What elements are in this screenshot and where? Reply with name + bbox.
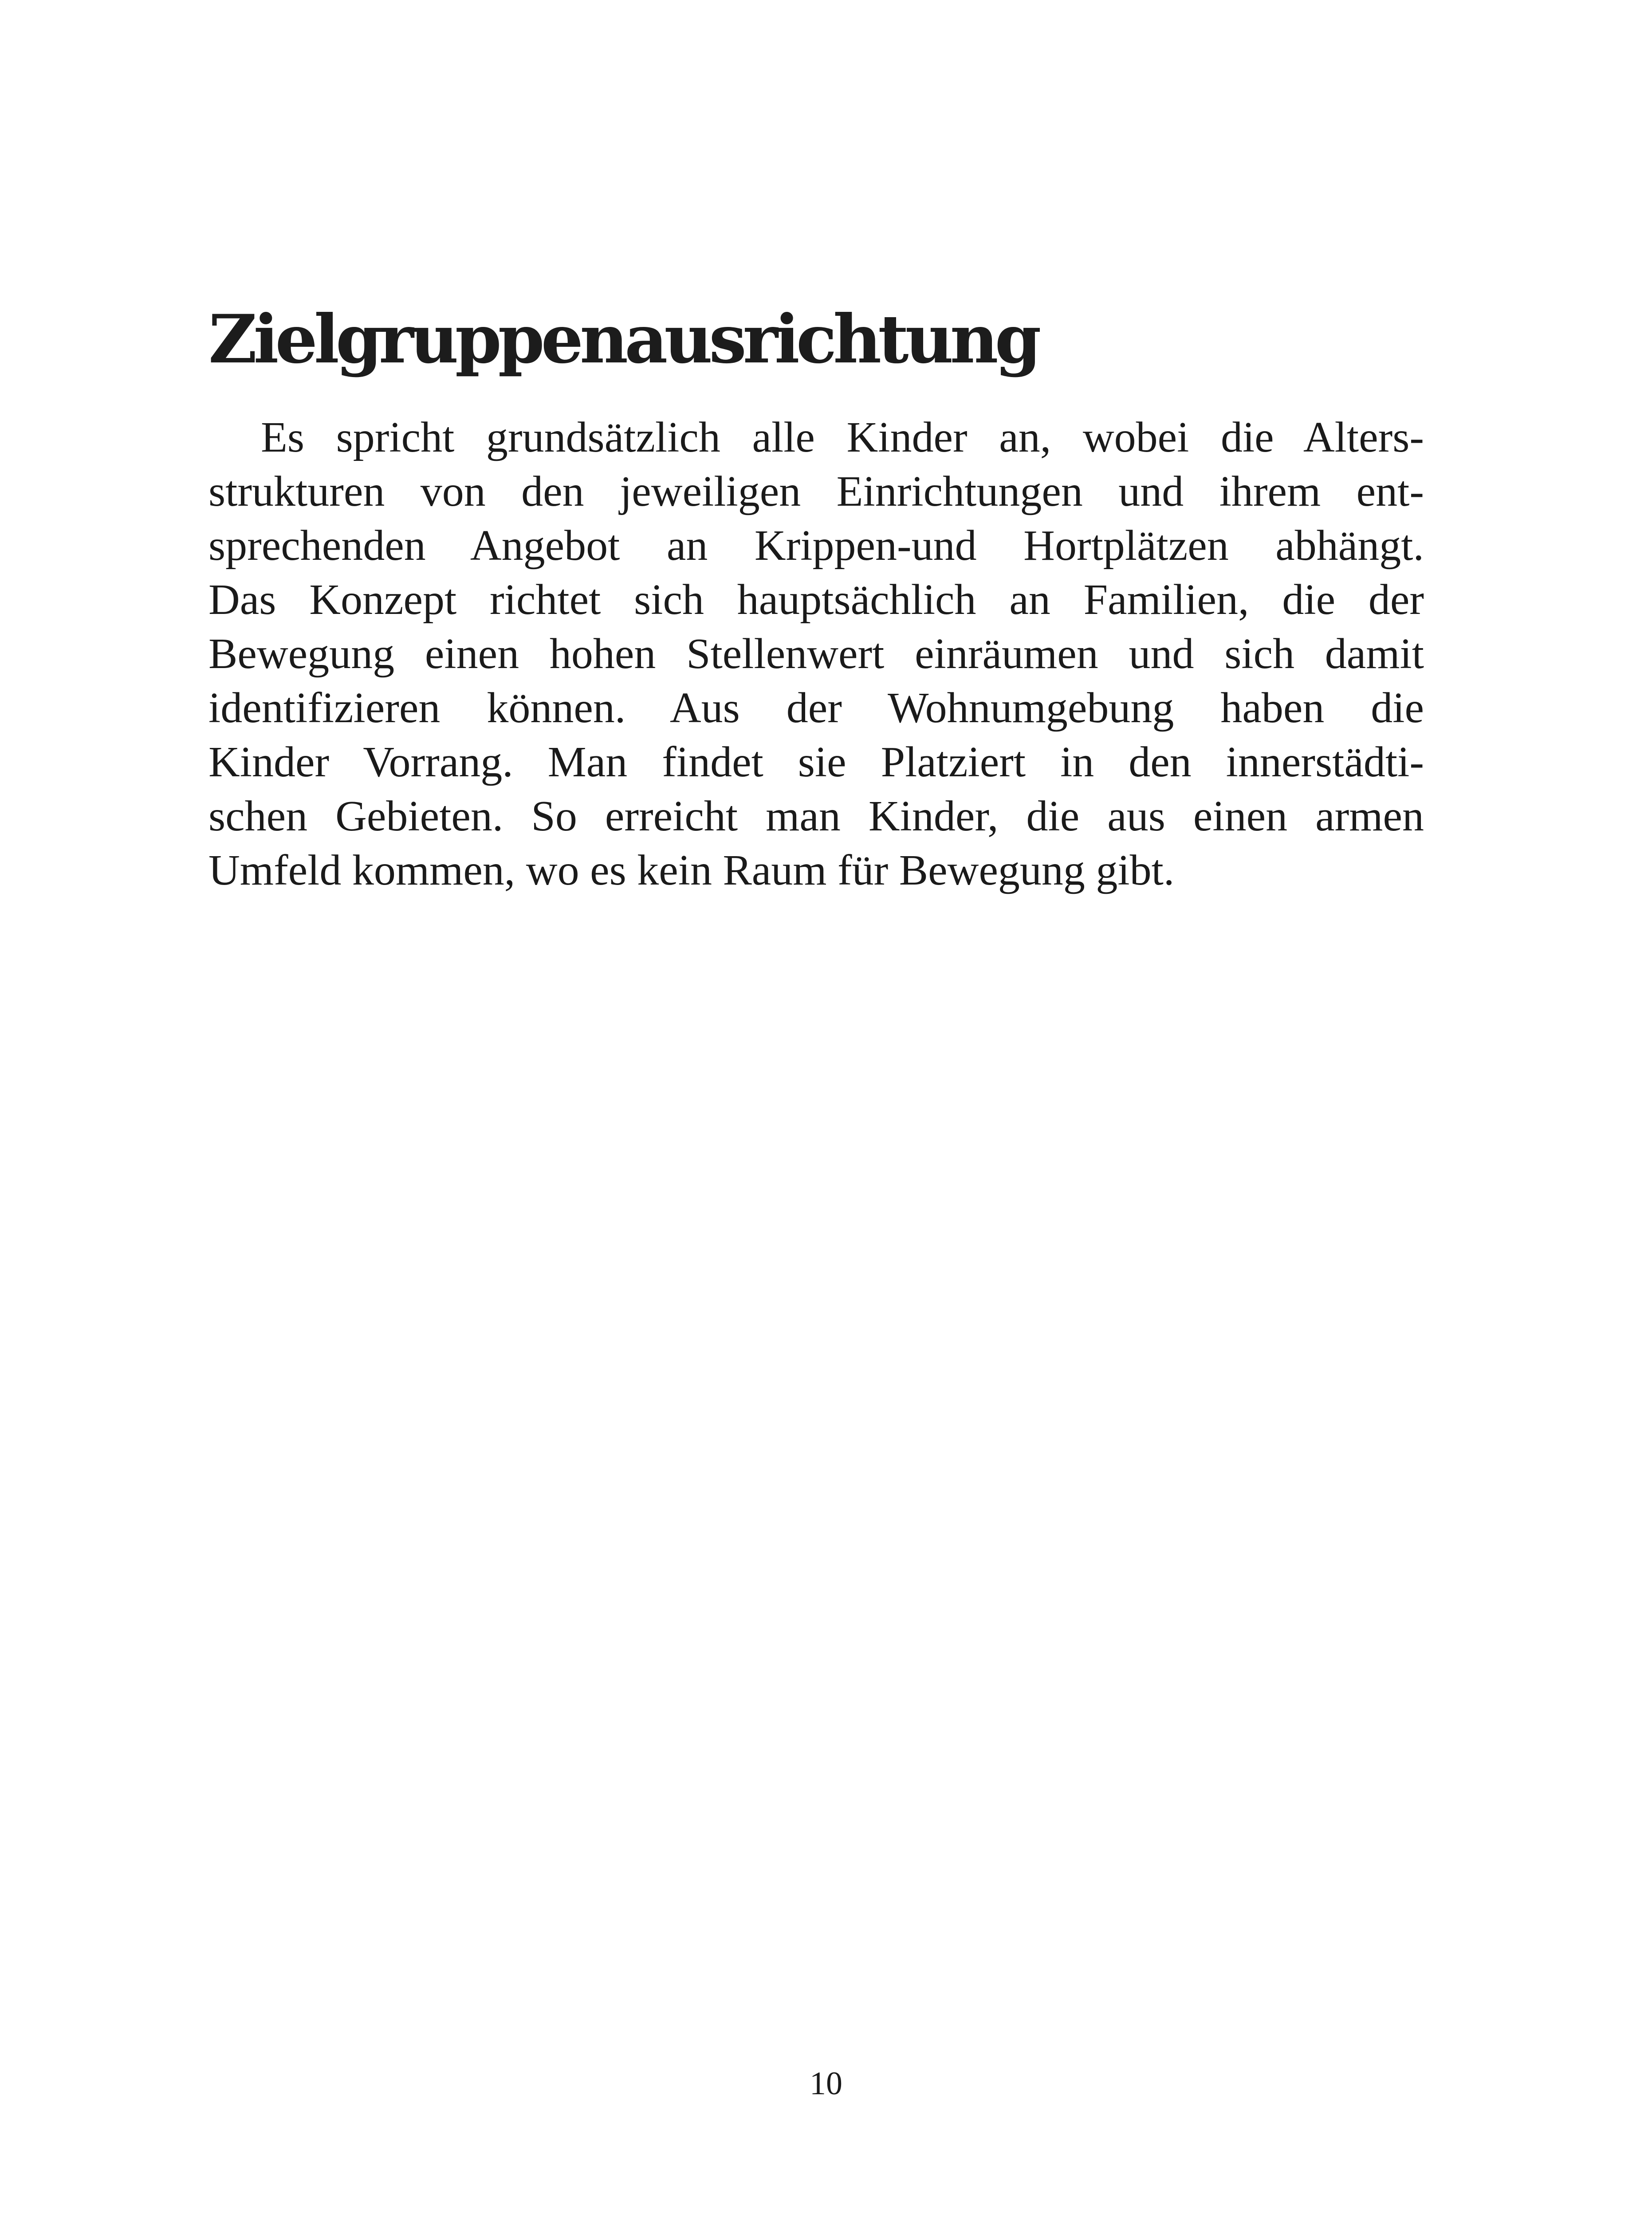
paragraph-line: sprechenden Angebot an Krippen-und Hortplätzen abhängt.	[208, 522, 1424, 570]
paragraph-line: strukturen von den jeweiligen Einrichtungen und ihrem ent-	[208, 468, 1424, 515]
paragraph-line: Umfeld kommen, wo es kein Raum für Bewegung gibt.	[208, 846, 1175, 894]
paragraph-line: Kinder Vorrang. Man findet sie Platziert in den innerstädti-	[208, 738, 1424, 786]
page-number: 10	[810, 2065, 842, 2102]
body-paragraph	[208, 410, 1424, 897]
paragraph-line: Bewegung einen hohen Stellenwert einräumen und sich damit	[208, 630, 1424, 678]
paragraph-line: Es spricht grundsätzlich alle Kinder an, wobei die Alters-	[261, 413, 1424, 461]
paragraph-line: Das Konzept richtet sich hauptsächlich an Familien, die der	[208, 576, 1424, 624]
paragraph-line: identifizieren können. Aus der Wohnumgebung haben die	[208, 684, 1424, 732]
paragraph-line: schen Gebieten. So erreicht man Kinder, die aus einen armen	[208, 792, 1424, 840]
section-heading: Zielgruppenausrichtung	[208, 300, 1038, 378]
